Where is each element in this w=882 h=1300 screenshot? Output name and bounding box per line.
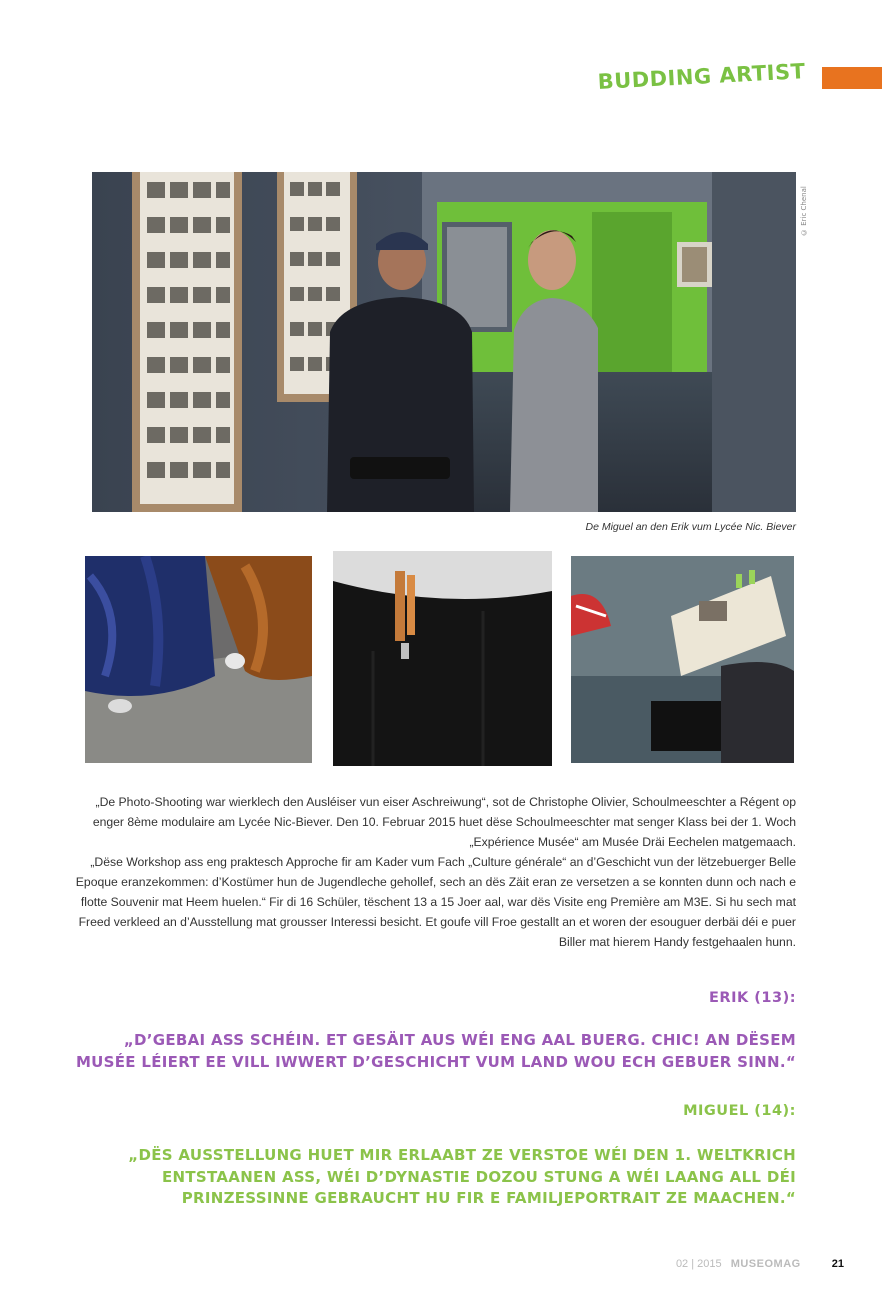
photo-caption: De Miguel an den Erik vum Lycée Nic. Biever (585, 521, 796, 533)
issue-label: 02 | 2015 (675, 1258, 722, 1270)
speaker-erik: ERIK (13): (709, 990, 796, 1006)
page-footer (676, 1258, 844, 1270)
hero-photo (92, 172, 796, 512)
article-paragraph: „De Photo-Shooting war wierklech den Ausléiser vun eiser Aschreiwung“, sot de Christophe Olivier, Schoulmeeschter a Régent op enger 8ème modulaire am Lycée Nic-Biever. Den 10. Februar 2015 huet dëse Schoulmeeschter mat senger Klass bei der 1. Woch „Expérience Musée“ am Musée Dräi Eechelen matgemaach. (92, 795, 796, 849)
magazine-name: MUSEOMAG (730, 1258, 801, 1270)
section-accent-tab (822, 67, 882, 89)
speaker-miguel: MIGUEL (14): (683, 1103, 796, 1119)
clothespin-photo (333, 551, 552, 766)
costume-photo (85, 556, 312, 763)
photo-credit: © Eric Chenal (800, 186, 808, 236)
quote-erik: „D’GEBAI ASS SCHÉIN. ET GESÄIT AUS WÉI ENG AAL BUERG. CHIC! AN DËSEM MUSÉE LÉIERT EE VILL IWWERT D’GESCHICHT VUM LAND WOU ECH GEBUER SINN.“ (75, 1031, 796, 1071)
section-title: BUDDING ARTIST (597, 59, 807, 94)
article-paragraph: „Dëse Workshop ass eng praktesch Approche fir am Kader vum Fach „Culture générale“ an d’Geschicht vun der lëtzebuerger Belle Epoque eranzekommen: d’Kostümer hun de Jugendleche gehollef, sech an dës Zäit eran ze versetzen a se konnten dunn och nach e flotte Souvenir mat Heem huelen.“ Fir di 16 Schüler, tëschent 13 a 15 Joer aal, war dës Visite eng Première am M3E. Si hu sech mat Freed verkleed an d’Ausstellung mat grousser Interessi besicht. Et goufe vill Froe gestallt an et woren der esouguer derbäi déi e puer Biller mat hierem Handy festgehaalen hunn. (75, 855, 796, 949)
article-body (66, 792, 796, 952)
book-photo (571, 556, 794, 763)
page-number: 21 (831, 1258, 844, 1270)
quote-miguel: „DËS AUSSTELLUNG HUET MIR ERLAABT ZE VERSTOE WÉI DEN 1. WELTKRICH ENTSTAANEN ASS, WÉI D’DYNASTIE DOZOU STUNG A WÉI LAANG ALL DÉI PRINZESSINNE GEBRAUCHT HU FIR E FAMILJEPORTRAIT ZE MAACHEN.“ (128, 1146, 796, 1207)
